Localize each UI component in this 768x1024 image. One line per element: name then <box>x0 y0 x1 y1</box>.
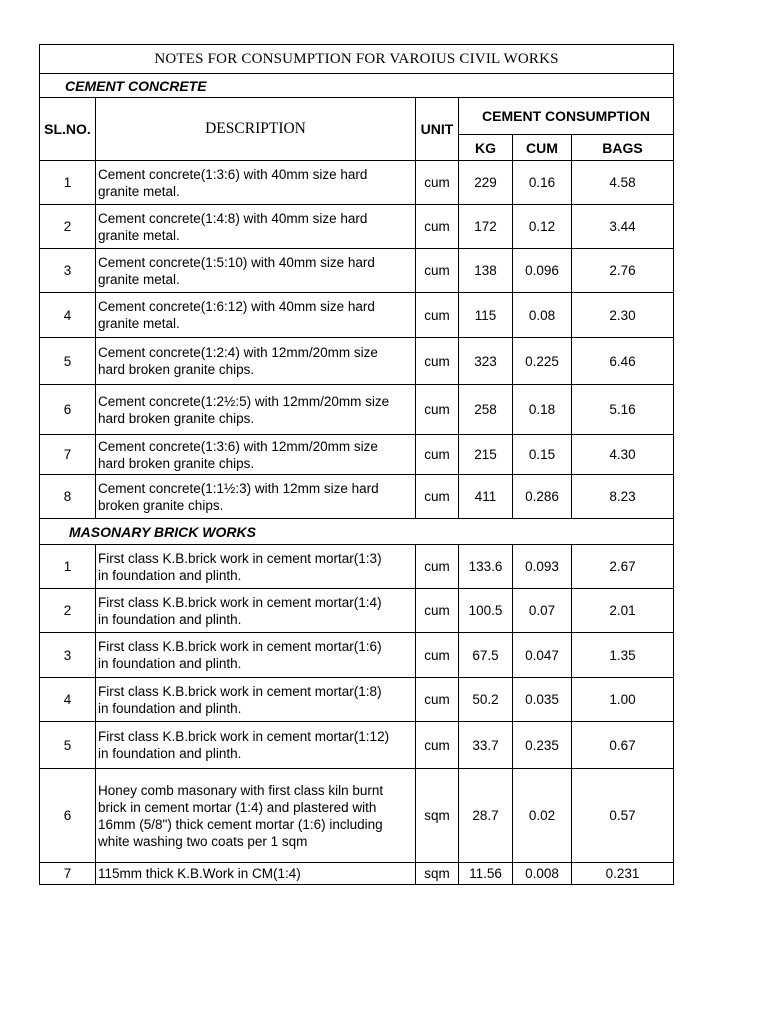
cell-unit: cum <box>416 385 459 435</box>
cell-kg: 411 <box>459 475 513 519</box>
header-description: DESCRIPTION <box>96 98 416 161</box>
cell-kg: 138 <box>459 249 513 293</box>
cell-cum: 0.07 <box>513 589 572 633</box>
section-title-text: CEMENT CONCRETE <box>65 77 207 94</box>
cell-kg: 115 <box>459 293 513 338</box>
description-line: Cement concrete(1:1½:3) with 12mm size hard <box>98 480 379 496</box>
cell-slno: 7 <box>40 863 96 885</box>
description-line: in foundation and plinth. <box>98 746 242 761</box>
cell-slno: 1 <box>40 161 96 205</box>
description-line: 115mm thick K.B.Work in CM(1:4) <box>98 866 301 881</box>
description-line: Cement concrete(1:2½:5) with 12mm/20mm size <box>98 393 390 409</box>
header-cement-consumption: CEMENT CONSUMPTION <box>459 98 674 135</box>
table-row <box>40 589 674 633</box>
description-line: broken granite chips. <box>98 497 224 513</box>
cell-unit: cum <box>416 293 459 338</box>
table-row <box>40 161 674 205</box>
description-line: hard broken granite chips. <box>98 362 255 377</box>
cell-description <box>96 589 416 633</box>
description-line: hard broken granite chips. <box>98 455 255 471</box>
cell-bags: 2.30 <box>572 293 674 338</box>
cell-bags: 0.57 <box>572 769 674 863</box>
description-line: Cement concrete(1:3:6) with 12mm/20mm size <box>98 438 378 454</box>
cell-bags: 0.231 <box>572 863 674 885</box>
description-line: Cement concrete(1:4:8) with 40mm size hard <box>98 210 368 226</box>
cell-kg: 323 <box>459 338 513 385</box>
section-title-text: MASONARY BRICK WORKS <box>69 523 256 540</box>
header-cum: CUM <box>513 135 572 161</box>
cell-unit: cum <box>416 633 459 678</box>
cell-cum: 0.093 <box>513 545 572 589</box>
cell-unit: cum <box>416 161 459 205</box>
table-row <box>40 435 674 475</box>
cell-bags: 0.67 <box>572 722 674 769</box>
cell-slno: 6 <box>40 385 96 435</box>
table-row <box>40 678 674 722</box>
cell-slno: 2 <box>40 205 96 249</box>
cell-slno: 6 <box>40 769 96 863</box>
description-line: in foundation and plinth. <box>98 700 242 716</box>
cell-slno: 2 <box>40 589 96 633</box>
cell-description <box>96 722 416 769</box>
table-row <box>40 633 674 678</box>
cell-cum: 0.15 <box>513 435 572 475</box>
description-line: First class K.B.brick work in cement mortar(1:4) <box>98 594 382 610</box>
cell-kg: 215 <box>459 435 513 475</box>
cell-description <box>96 249 416 293</box>
table-row <box>40 863 674 885</box>
cell-description <box>96 678 416 722</box>
description-line: First class K.B.brick work in cement mortar(1:8) <box>98 683 382 699</box>
section-title <box>40 74 674 98</box>
cell-slno: 3 <box>40 249 96 293</box>
description-line: Cement concrete(1:3:6) with 40mm size hard <box>98 166 368 182</box>
table-row <box>40 769 674 863</box>
cell-kg: 100.5 <box>459 589 513 633</box>
cell-slno: 3 <box>40 633 96 678</box>
cell-cum: 0.047 <box>513 633 572 678</box>
cell-description <box>96 435 416 475</box>
table-row <box>40 293 674 338</box>
cell-cum: 0.096 <box>513 249 572 293</box>
cell-kg: 67.5 <box>459 633 513 678</box>
cell-kg: 229 <box>459 161 513 205</box>
cell-slno: 4 <box>40 678 96 722</box>
table-row <box>40 545 674 589</box>
table-row <box>40 385 674 435</box>
header-row <box>40 98 674 135</box>
cell-slno: 5 <box>40 338 96 385</box>
cell-unit: cum <box>416 338 459 385</box>
cell-cum: 0.18 <box>513 385 572 435</box>
cell-cum: 0.035 <box>513 678 572 722</box>
description-line: granite metal. <box>98 316 180 331</box>
cell-bags: 2.67 <box>572 545 674 589</box>
cell-unit: cum <box>416 589 459 633</box>
cell-unit: cum <box>416 678 459 722</box>
cell-description <box>96 769 416 863</box>
cell-bags: 5.16 <box>572 385 674 435</box>
cell-slno: 5 <box>40 722 96 769</box>
cell-kg: 33.7 <box>459 722 513 769</box>
cell-cum: 0.08 <box>513 293 572 338</box>
cell-cum: 0.008 <box>513 863 572 885</box>
cell-description <box>96 293 416 338</box>
cell-cum: 0.02 <box>513 769 572 863</box>
cell-description <box>96 545 416 589</box>
cell-bags: 6.46 <box>572 338 674 385</box>
cell-unit: cum <box>416 722 459 769</box>
cell-kg: 258 <box>459 385 513 435</box>
cell-cum: 0.225 <box>513 338 572 385</box>
cell-bags: 8.23 <box>572 475 674 519</box>
cell-bags: 2.76 <box>572 249 674 293</box>
cell-description <box>96 385 416 435</box>
cell-kg: 50.2 <box>459 678 513 722</box>
description-line: First class K.B.brick work in cement mortar(1:6) <box>98 639 382 654</box>
sheet-title: NOTES FOR CONSUMPTION FOR VAROIUS CIVIL WORKS <box>40 45 674 74</box>
table-row <box>40 205 674 249</box>
description-line: First class K.B.brick work in cement mortar(1:3) <box>98 550 382 566</box>
cell-bags: 1.00 <box>572 678 674 722</box>
header-kg: KG <box>459 135 513 161</box>
description-line: in foundation and plinth. <box>98 656 242 671</box>
cell-bags: 2.01 <box>572 589 674 633</box>
cell-slno: 4 <box>40 293 96 338</box>
table-row <box>40 338 674 385</box>
cell-bags: 4.58 <box>572 161 674 205</box>
section-row <box>40 74 674 98</box>
cell-kg: 28.7 <box>459 769 513 863</box>
header-slno: SL.NO. <box>40 98 96 161</box>
cell-kg: 11.56 <box>459 863 513 885</box>
cell-bags: 3.44 <box>572 205 674 249</box>
cell-unit: sqm <box>416 769 459 863</box>
description-line: 16mm (5/8") thick cement mortar (1:6) including <box>98 816 383 832</box>
description-line: Cement concrete(1:2:4) with 12mm/20mm size <box>98 345 378 360</box>
consumption-table <box>39 44 674 885</box>
header-bags: BAGS <box>572 135 674 161</box>
cell-kg: 172 <box>459 205 513 249</box>
cell-unit: cum <box>416 475 459 519</box>
cell-unit: cum <box>416 249 459 293</box>
description-line: First class K.B.brick work in cement mortar(1:12) <box>98 729 390 744</box>
cell-cum: 0.235 <box>513 722 572 769</box>
cell-unit: sqm <box>416 863 459 885</box>
section-title <box>40 519 674 545</box>
cell-description <box>96 633 416 678</box>
description-line: Cement concrete(1:5:10) with 40mm size hard <box>98 254 375 270</box>
description-line: Honey comb masonary with first class kiln burnt <box>98 782 384 798</box>
cell-description <box>96 205 416 249</box>
description-line: white washing two coats per 1 sqm <box>98 833 308 849</box>
table-row <box>40 475 674 519</box>
cell-description <box>96 161 416 205</box>
cell-cum: 0.16 <box>513 161 572 205</box>
cell-description <box>96 475 416 519</box>
description-line: hard broken granite chips. <box>98 410 255 426</box>
table-row <box>40 249 674 293</box>
header-unit: UNIT <box>416 98 459 161</box>
cell-unit: cum <box>416 435 459 475</box>
section-row <box>40 519 674 545</box>
description-line: granite metal. <box>98 183 180 199</box>
cell-unit: cum <box>416 545 459 589</box>
cell-slno: 7 <box>40 435 96 475</box>
description-line: Cement concrete(1:6:12) with 40mm size hard <box>98 299 375 314</box>
description-line: brick in cement mortar (1:4) and plastered with <box>98 799 377 815</box>
cell-cum: 0.12 <box>513 205 572 249</box>
table-row <box>40 722 674 769</box>
description-line: in foundation and plinth. <box>98 567 242 583</box>
description-line: granite metal. <box>98 271 180 287</box>
cell-description <box>96 863 416 885</box>
cell-unit: cum <box>416 205 459 249</box>
cell-description <box>96 338 416 385</box>
cell-slno: 1 <box>40 545 96 589</box>
description-line: in foundation and plinth. <box>98 611 242 627</box>
cell-bags: 4.30 <box>572 435 674 475</box>
cell-kg: 133.6 <box>459 545 513 589</box>
description-line: granite metal. <box>98 227 180 243</box>
cell-slno: 8 <box>40 475 96 519</box>
cell-cum: 0.286 <box>513 475 572 519</box>
cell-bags: 1.35 <box>572 633 674 678</box>
